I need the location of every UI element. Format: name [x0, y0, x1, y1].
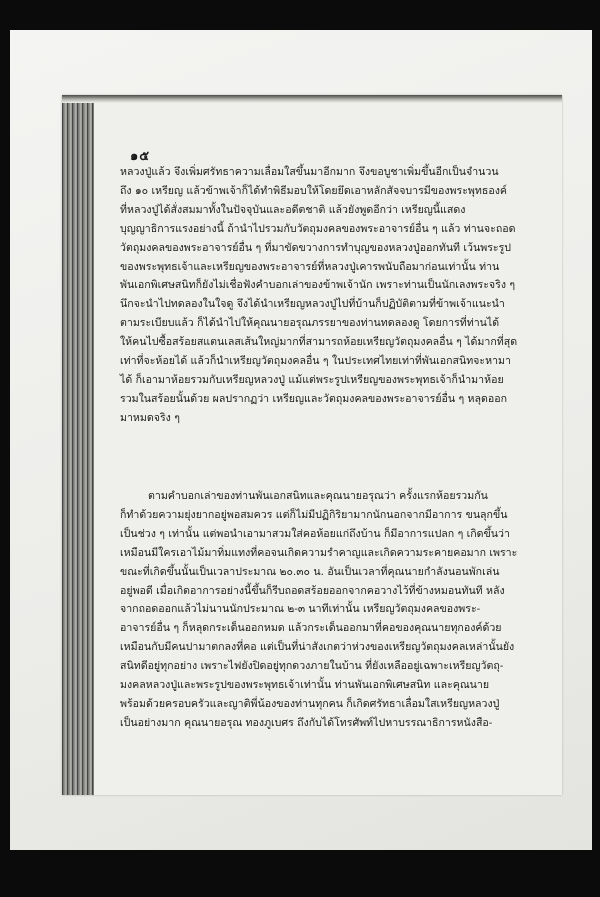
paragraph-2	[120, 487, 535, 733]
page-top-edge	[62, 95, 562, 103]
page-number: ๑๕	[130, 149, 151, 164]
page-content	[120, 135, 540, 775]
paragraph-1: หลวงปู่แล้ว จึงเพิ่มศรัทธาความเลื่อมใสขึ้นมาอีกมาก จึงขอบูชาเพิ่มขึ้นอีกเป็นจำนวน ถึง ๑๐ เหรียญ แล้วข้าพเจ้าก็ได้ทำพิธีมอบให้โดยยึดเอาหลักสัจจบารมีของพระพุทธองค์ ที่หลวงปู่ได้สั่งสมมาทั้งในปัจจุบันและอดีตชาติ แล้วยังพูดอีกว่า เหรียญนี้แสดง บุญญาธิการแรงอย่างนี้ ถ้านำไปรวมกับวัตถุมงคลของพระอาจารย์อื่น ๆ แล้ว ท่านจะถอด วัตถุมงคลของพระอาจารย์อื่น ๆ ที่มาขัดขวางการทำบุญของหลวงปู่ออกทันที เว้นพระรูป ของพระพุทธเจ้าและเหรียญของพระอาจารย์ที่หลวงปู่เคารพนับถือมาก่อนเท่านั้น ท่าน พันเอกพิเศษสนิทก็ยังไม่เชื่อฟังคำบอกเล่าของข้าพเจ้านัก เพราะท่านเป็นนักเลงพระจริง ๆ นึกจะนำไปทดลองในใจดู จึงได้นำเหรียญหลวงปู่ไปที่บ้านก็ปฏิบัติตามที่ข้าพเจ้าแนะนำ ตามระเบียบแล้ว ก็ได้นำไปให้คุณนายอรุณภรรยาของท่านทดลองดู โดยการที่ท่านได้ ให้คนไปซื้อสร้อยสแตนเลสเส้นใหญ่มากที่สามารถห้อยเหรียญวัตถุมงคลอื่น ๆ ได้มากที่สุด เท่าที่จะห้อยได้ แล้วก็นำเหรียญวัตถุมงคลอื่น ๆ ในประเทศไทยเท่าที่พันเอกสนิทจะหามา ได้ ก็เอามาห้อยรวมกับเหรียญหลวงปู่ แม้แต่พระรูปเหรียญของพระพุทธเจ้าก็นำมาห้อย รวมในสร้อยนั้นด้วย ผลปรากฏว่า เหรียญและวัตถุมงคลของพระอาจารย์อื่น ๆ หลุดออก มาหมดจริง ๆ	[120, 166, 518, 424]
paragraph-2-text: ตามคำบอกเล่าของท่านพันเอกสนิทและคุณนายอรุณว่า ครั้งแรกห้อยรวมกัน ก็ทำด้วยความยุ่งยากอยู่พอสมควร แต่ก็ไม่มีปฏิกิริยามากนักนอกจากมีอาการ ขนลุกขึ้น เป็นช่วง ๆ เท่านั้น แต่พอนำเอามาสวมใส่คอห้อยแก่ถึงบ้าน ก็มีอาการแปลก ๆ เกิดขึ้นว่า เหมือนมีใครเอาไม้มาทิ่มแทงที่คอจนเกิดความรำคาญและเกิดความระคายคอมาก เพราะ ขณะที่เกิดขึ้นนั้นเป็นเวลาประมาณ ๒๐.๓๐ น. อันเป็นเวลาที่คุณนายกำลังนอนพักเล่น อยู่พอดี เมื่อเกิดอาการอย่างนี้ขึ้นก็รีบถอดสร้อยออกจากคอวางไว้ที่ข้างหมอนทันที หลัง จากถอดออกแล้วไม่นานนักประมาณ ๒-๓ นาทีเท่านั้น เหรียญวัตถุมงคลของพระ- อาจารย์อื่น ๆ ก็หลุดกระเด็นออกหมด แล้วกระเด็นออกมาที่คอของคุณนายทุกองค์ด้วย เหมือนกับมีคนปามาตกลงที่คอ แต่เป็นที่น่าสังเกตว่าห่วงของเหรียญวัตถุมงคลเหล่านั้นยัง สนิทดีอยู่ทุกอย่าง เพราะไฟยังปิดอยู่ทุกดวงภายในบ้าน ที่ยังเหลืออยู่เฉพาะเหรียญวัตถุ- มงคลหลวงปู่และพระรูปของพระพุทธเจ้าเท่านั้น ท่านพันเอกพิเศษสนิท และคุณนาย พร้อมด้วยครอบครัวและญาติพี่น้องของท่านทุกคน ก็เกิดศรัทธาเลื่อมใสเหรียญหลวงปู่ เป็นอย่างมาก คุณนายอรุณ ทองภูเบศร ถึงกับได้โทรศัพท์ไปหาบรรณาธิการหนังสือ-	[120, 490, 518, 729]
page-stack-edge	[62, 95, 94, 795]
